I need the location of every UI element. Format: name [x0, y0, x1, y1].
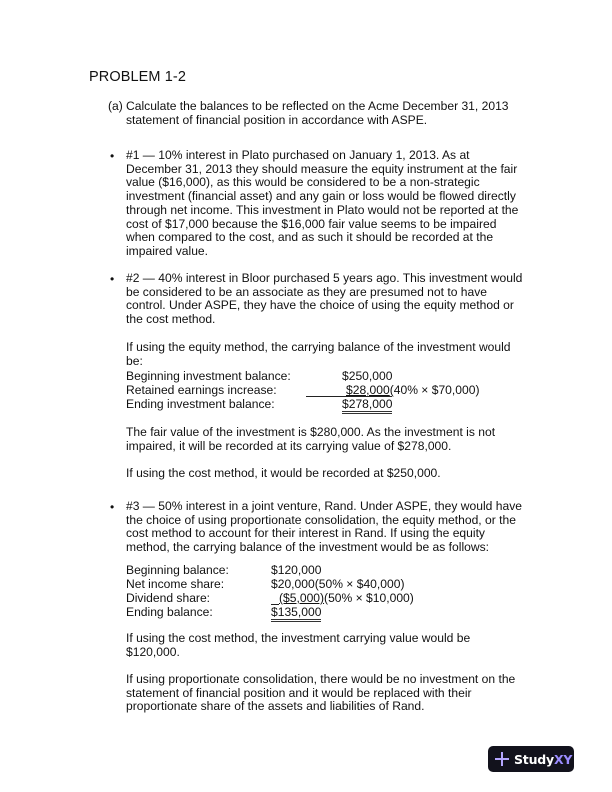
part-a-line: Calculate the balances to be reflected on the Acme December 31, 2013	[126, 99, 509, 113]
bullet-icon: •	[110, 149, 115, 163]
table-row	[126, 605, 213, 619]
text-line: investment (financial asset) and any gain or loss would be flowed directly	[126, 189, 516, 204]
text-line: statement of financial position and it would be replaced with their	[126, 685, 472, 700]
row-value	[271, 605, 321, 622]
text-line: value ($16,000), as this would be considered to be a non-strategic	[126, 175, 480, 190]
row-label: Retained earnings increase:	[126, 383, 277, 397]
cost-text-item-3	[126, 632, 536, 659]
plus-icon	[495, 752, 509, 766]
text-line: If using the cost method, the investment carrying value would be	[126, 631, 471, 645]
text-line: when compared to the cost, and as such it should be recorded at the	[126, 230, 494, 245]
text-line: control. Under ASPE, they have the choice of using the equity method or	[126, 298, 514, 313]
row-label: Ending balance:	[126, 605, 213, 619]
table-row	[126, 369, 291, 383]
text-line: impaired, it will be recorded at its carrying value of $278,000.	[126, 438, 452, 453]
row-value: $120,000	[271, 563, 322, 577]
row-label: Beginning balance:	[126, 563, 229, 577]
value-amount: ($5,000)	[279, 591, 325, 605]
prop-consolidation-text	[126, 673, 536, 714]
text-line: cost of $17,000 because the $16,000 fair value seems to be impaired	[126, 216, 497, 231]
value-note: (40% × $70,000)	[389, 383, 480, 397]
row-value	[279, 591, 414, 605]
row-value	[342, 397, 392, 414]
part-a-text	[126, 100, 536, 127]
row-label: Ending investment balance:	[126, 397, 275, 411]
text-line: #1 — 10% interest in Plato purchased on January 1, 2013. As at	[126, 148, 470, 162]
value-amount: $28,000	[346, 383, 390, 397]
row-label: Beginning investment balance:	[126, 369, 291, 383]
brand-main: Study	[514, 751, 554, 767]
value-amount: $20,000	[271, 577, 315, 591]
row-value	[346, 383, 479, 397]
table-row	[126, 577, 224, 591]
studyxy-watermark	[488, 746, 574, 772]
text-line: cost method to account for their interest in Rand. If using the equity	[126, 526, 485, 541]
row-value	[271, 577, 404, 591]
text-line: be considered to be an associate as they are presumed not to have	[126, 284, 488, 299]
row-value: $250,000	[342, 369, 393, 383]
table-row	[126, 397, 275, 411]
text-line: be:	[126, 353, 143, 368]
brand-accent: XY	[553, 751, 573, 767]
part-a-label: (a)	[108, 99, 123, 113]
text-line: impaired value.	[126, 243, 209, 258]
bullet-icon: •	[110, 500, 115, 514]
row-label: Dividend share:	[126, 591, 211, 605]
text-line: the cost method.	[126, 312, 216, 327]
bullet-icon: •	[110, 272, 115, 286]
item-2-text	[126, 272, 536, 327]
table-row	[126, 383, 277, 397]
text-line: The fair value of the investment is $280,000. As the investment is not	[126, 425, 496, 439]
value-note: (50% × $40,000)	[314, 577, 405, 591]
text-line: If using the equity method, the carrying balance of the investment would	[126, 340, 511, 354]
text-line: proportionate share of the assets and liabilities of Rand.	[126, 699, 425, 714]
item-3-text	[126, 500, 536, 555]
equity-intro	[126, 341, 536, 368]
value-total: $278,000	[342, 399, 392, 414]
value-total: $135,000	[271, 607, 321, 622]
text-line: #2 — 40% interest in Bloor purchased 5 years ago. This investment would	[126, 271, 523, 285]
part-a-line: statement of financial position in accordance with ASPE.	[126, 112, 428, 127]
table-row	[126, 563, 229, 577]
cost-text-item-2: If using the cost method, it would be recorded at $250,000.	[126, 466, 441, 480]
text-line: December 31, 2013 they should measure the equity instrument at the fair	[126, 161, 518, 176]
text-line: through net income. This investment in Plato would not be reported at the	[126, 202, 519, 217]
text-line: $120,000.	[126, 644, 180, 659]
table-row	[126, 591, 210, 605]
page-title: PROBLEM 1-2	[89, 69, 186, 85]
text-line: the choice of using proportionate consolidation, the equity method, or the	[126, 512, 516, 527]
text-line: #3 — 50% interest in a joint venture, Rand. Under ASPE, they would have	[126, 499, 522, 513]
text-line: If using proportionate consolidation, there would be no investment on the	[126, 672, 516, 686]
item-1-text	[126, 149, 536, 259]
row-label: Net income share:	[126, 577, 225, 591]
text-line: method, the carrying balance of the investment would be as follows:	[126, 540, 490, 555]
brand-name	[514, 752, 572, 767]
value-note: (50% × $10,000)	[324, 591, 414, 605]
fair-value-text	[126, 426, 536, 453]
